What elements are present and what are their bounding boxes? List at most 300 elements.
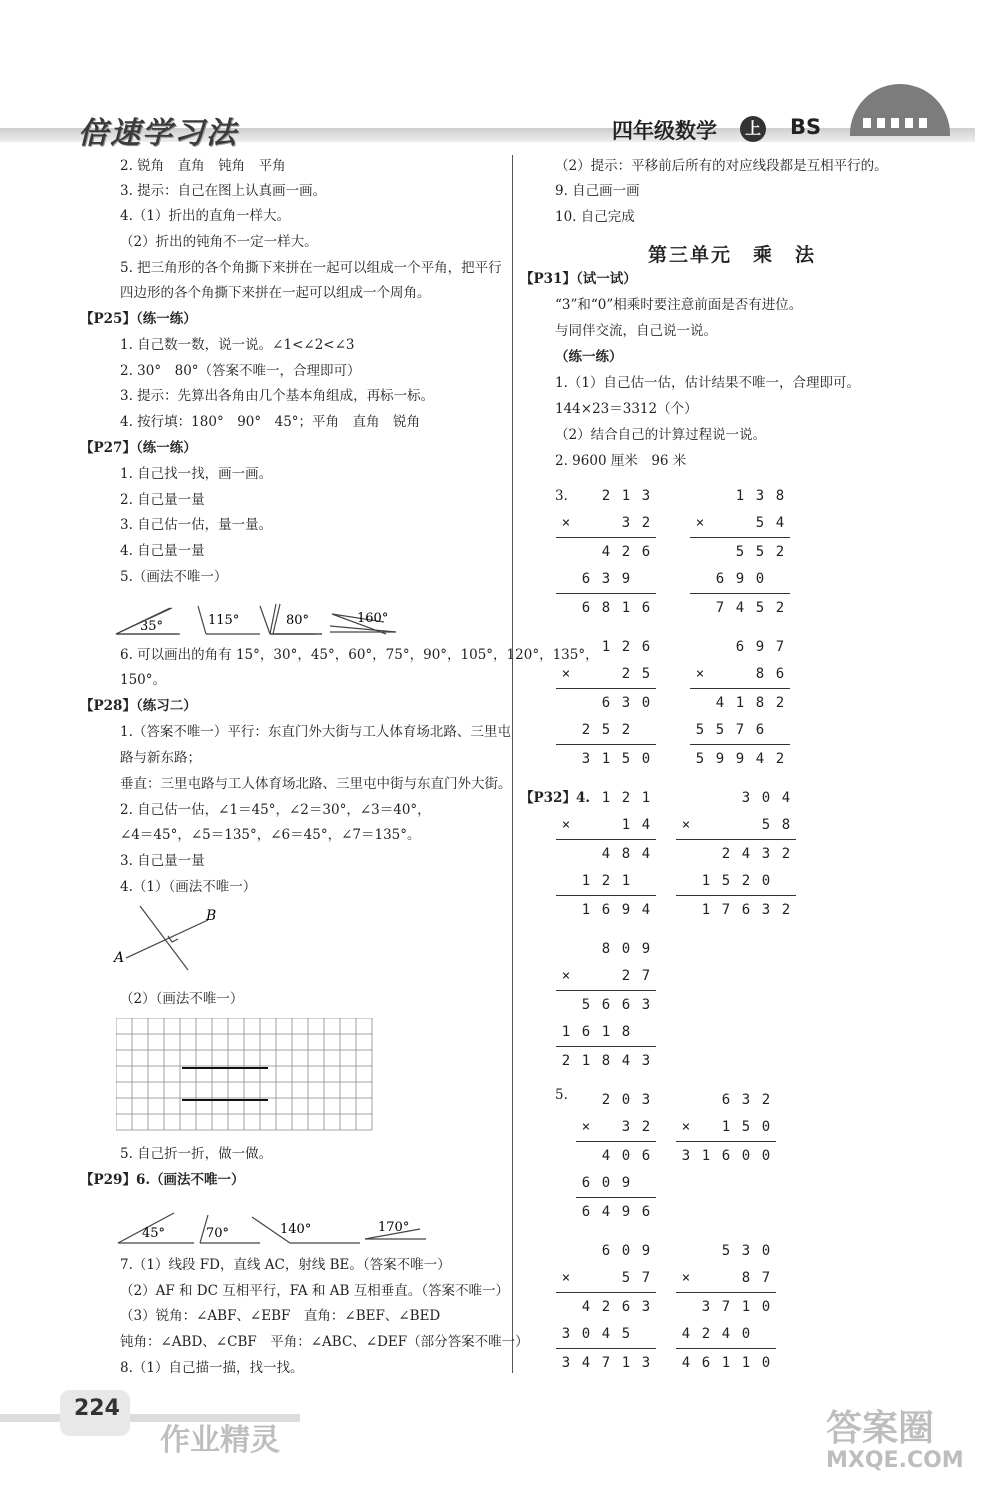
angle-label: 70° [206,1226,230,1241]
digit-cell: 5 [736,1114,756,1142]
digit-cell: 8 [776,812,796,840]
digit-cell [556,1293,576,1321]
digit-cell [596,510,616,538]
digit-cell: 0 [596,1170,616,1198]
digit-cell [710,482,730,510]
digit-cell: 9 [641,940,651,957]
digit-cell [596,963,616,991]
digit-cell: 7 [715,599,725,616]
digit-cell [710,510,730,538]
digit-cell: 6 [601,694,611,711]
column-divider [512,155,513,1373]
digit-cell [730,510,750,538]
digit-cell [690,633,710,661]
digit-cell [690,538,710,566]
digit-cell: 2 [761,1091,771,1108]
digit-cell: 2 [781,845,791,862]
digit-cell: 0 [641,694,651,711]
digit-cell: × [676,812,696,840]
digit-cell: 0 [576,1321,596,1349]
digit-cell: 8 [601,599,611,616]
digit-cell: 5 [616,1321,636,1349]
digit-cell: 1 [581,901,591,918]
digit-cell: 3 [761,845,771,862]
text-line: 与同伴交流，自己说一说。 [555,323,717,339]
digit-cell: 4 [641,845,651,862]
digit-cell: 3 [616,1114,636,1142]
digit-cell: 3 [596,566,616,594]
digit-cell [696,840,716,868]
digit-cell [576,689,596,717]
digit-cell: 2 [781,901,791,918]
digit-cell [696,784,716,812]
digit-cell: 9 [621,1203,631,1220]
text-line: 2. 锐角 直角 钝角 平角 [120,158,286,174]
text-line: 2. 30° 80°（答案不唯一，合理即可） [120,363,361,379]
digit-cell [636,566,656,594]
digit-cell: 4 [715,694,725,711]
digit-cell: 5 [581,996,591,1013]
vertical-multiplication [690,633,790,773]
text-line: 四边形的各个角撕下来拼在一起可以组成一个周角。 [120,285,431,301]
digit-cell [696,1114,716,1142]
text-line: 【P27】（练一练） [80,440,197,456]
digit-cell: 5 [755,599,765,616]
text-line: 3. 提示：自己在图上认真画一画。 [120,183,327,199]
digit-cell [676,784,696,812]
digit-cell: 6 [750,717,770,745]
digit-cell: 0 [750,566,770,594]
digit-cell [696,1237,716,1265]
digit-cell [696,1086,716,1114]
digit-cell: × [556,963,576,991]
digit-cell: 2 [616,661,636,689]
digit-cell: 1 [616,868,636,896]
digit-cell: 3 [616,510,636,538]
digit-cell: 9 [715,750,725,767]
digit-cell: 6 [721,1091,731,1108]
text-line: 2. 自己估一估，∠1＝45°，∠2＝30°，∠3＝40°， [120,802,431,818]
digit-cell: 5 [755,543,765,560]
text-line: （3）锐角：∠ABF、∠EBF 直角：∠BEF、∠BED [120,1308,441,1324]
digit-cell: 9 [755,638,765,655]
digit-cell: 0 [621,1147,631,1164]
text-line: “3”和“0”相乘时要注意前面是否有进位。 [555,297,803,313]
digit-cell [690,566,710,594]
digit-cell [756,1321,776,1349]
digit-cell: 9 [730,566,750,594]
text-line: 4.（1）折出的直角一样大。 [120,208,290,224]
digit-cell: 0 [761,789,771,806]
volume-badge: 上 [740,116,766,142]
digit-cell: 6 [601,1242,611,1259]
header-decoration-dots [863,118,933,128]
digit-cell: 7 [730,717,750,745]
digit-cell: 4 [641,901,651,918]
vertical-multiplication [556,1237,656,1377]
digit-cell [636,1019,656,1047]
text-line: （练一练） [555,349,623,365]
digit-cell [576,633,596,661]
digit-cell: 6 [641,1203,651,1220]
vertical-multiplication [576,1086,656,1226]
text-line: 4.（1）（画法不唯一） [120,879,257,895]
digit-cell [556,566,576,594]
digit-cell [636,717,656,745]
digit-cell [576,538,596,566]
text-line: 8.（1）自己描一描，找一找。 [120,1360,304,1376]
digit-cell [576,661,596,689]
digit-cell: 2 [636,510,656,538]
digit-cell: 6 [721,1147,731,1164]
digit-cell [676,1086,696,1114]
grid-figure [116,1018,378,1138]
point-label-a: A [114,950,125,966]
angle-label: 35° [140,619,164,634]
digit-cell [690,482,710,510]
grade-subject: 四年级数学 [612,119,717,143]
digit-cell [596,661,616,689]
vertical-multiplication [676,1237,776,1377]
digit-cell: 6 [641,638,651,655]
digit-cell [556,538,576,566]
digit-cell [556,594,576,622]
digit-cell: 1 [701,901,711,918]
digit-cell [636,868,656,896]
digit-cell: 9 [641,1242,651,1259]
digit-cell: 4 [741,845,751,862]
digit-cell [596,812,616,840]
digit-cell: 7 [721,901,731,918]
angle-lines-row-1 [110,600,400,640]
digit-cell: 5 [716,868,736,896]
digit-cell: 7 [775,638,785,655]
digit-cell: 6 [601,901,611,918]
digit-cell: 6 [741,901,751,918]
digit-cell: 0 [641,750,651,767]
digit-cell: 8 [750,661,770,689]
text-line: ∠4＝45°，∠5＝135°，∠6＝45°，∠7＝135°。 [120,827,421,843]
digit-cell: 2 [601,1091,611,1108]
digit-cell: 6 [621,1298,631,1315]
digit-cell: 3 [741,789,751,806]
text-line: 3. [555,488,568,504]
digit-cell: 6 [601,996,611,1013]
digit-cell: 7 [601,1354,611,1371]
text-line: （2）结合自己的计算过程说一说。 [555,427,767,443]
digit-cell: 3 [641,1354,651,1371]
text-line: 5. 把三角形的各个角撕下来拼在一起可以组成一个平角，把平行 [120,260,502,276]
text-line: （2）折出的钝角不一定一样大。 [120,234,318,250]
text-line: 2. 自己量一量 [120,492,205,508]
text-line: 2. 9600 厘米 96 米 [555,453,687,469]
digit-cell: 0 [756,1114,776,1142]
point-label-b: B [206,908,217,924]
text-line: 3. 提示：先算出各角由几个基本角组成，再标一标。 [120,388,435,404]
text-line: 【P25】（练一练） [80,311,197,327]
text-line: 【P28】（练习二） [80,698,197,714]
digit-cell [576,510,596,538]
digit-cell: 6 [576,566,596,594]
digit-cell: 4 [781,789,791,806]
digit-cell: 1 [621,599,631,616]
digit-cell [556,689,576,717]
edition-label: BS [790,115,822,139]
angle-label: 45° [142,1226,166,1241]
digit-cell [736,812,756,840]
digit-cell [556,991,576,1019]
digit-cell: 1 [616,812,636,840]
text-line: 10. 自己完成 [555,209,635,225]
text-line: 5.（画法不唯一） [120,569,228,585]
text-line: 1.（1）自己估一估，估计结果不唯一，合理即可。 [555,375,860,391]
digit-cell: 7 [721,1298,731,1315]
digit-cell: 1 [556,1019,576,1047]
digit-cell: 2 [621,638,631,655]
text-line: 144×23＝3312（个） [555,401,698,417]
digit-cell: 4 [716,1321,736,1349]
digit-cell: 3 [755,487,765,504]
digit-cell [676,896,696,924]
digit-cell: 6 [641,599,651,616]
digit-cell: 9 [621,901,631,918]
digit-cell [636,1170,656,1198]
digit-cell: 4 [601,845,611,862]
digit-cell: 4 [681,1354,691,1371]
digit-cell [576,1237,596,1265]
digit-cell: 1 [621,487,631,504]
angle-label: 160° [357,611,389,626]
digit-cell: 1 [716,1114,736,1142]
digit-cell: 6 [701,1354,711,1371]
digit-cell: 5 [621,750,631,767]
digit-cell [576,963,596,991]
digit-cell: 5 [710,717,730,745]
digit-cell: 2 [775,543,785,560]
digit-cell [710,661,730,689]
watermark: MXQE.COM [826,1448,964,1473]
digit-cell: × [676,1114,696,1142]
digit-cell [716,1265,736,1293]
digit-cell: × [556,1265,576,1293]
digit-cell [556,784,576,812]
digit-cell: 6 [576,1019,596,1047]
digit-cell: 5 [750,510,770,538]
digit-cell: 1 [576,868,596,896]
angle-figures-row-2 [110,1205,430,1250]
digit-cell: 5 [735,543,745,560]
angle-label: 140° [280,1222,312,1237]
digit-cell: 2 [636,1114,656,1142]
digit-cell: 2 [576,717,596,745]
digit-cell: × [556,510,576,538]
text-line: 钝角：∠ABD、∠CBF 平角：∠ABC、∠DEF（部分答案不唯一） [120,1334,529,1350]
digit-cell [576,840,596,868]
text-line: （2）提示：平移前后所有的对应线段都是互相平行的。 [555,158,888,174]
digit-cell: 3 [641,487,651,504]
digit-cell: 4 [735,599,745,616]
digit-cell: 4 [755,750,765,767]
digit-cell: 1 [641,789,651,806]
text-line: 垂直：三里屯路与工人体育场北路、三里屯中街与东直门外大街。 [120,776,512,792]
digit-cell: 6 [641,543,651,560]
digit-cell: 3 [741,1091,751,1108]
text-line: 6. 可以画出的角有 15°，30°，45°，60°，75°，90°，105°，120°，135°， [120,647,599,663]
digit-cell: 7 [636,1265,656,1293]
digit-cell: 5 [596,717,616,745]
digit-cell: 8 [775,487,785,504]
digit-cell [556,633,576,661]
digit-cell: 4 [636,812,656,840]
digit-cell: 2 [616,963,636,991]
digit-cell [710,538,730,566]
digit-cell: 5 [695,750,705,767]
digit-cell: 0 [621,1242,631,1259]
text-line: 9. 自己画一画 [555,183,640,199]
digit-cell [576,1142,596,1170]
digit-cell: 3 [681,1147,691,1164]
digit-cell: 0 [736,1321,756,1349]
digit-cell: × [676,1265,696,1293]
text-line: 【P31】（试一试） [520,271,637,287]
digit-cell [576,812,596,840]
digit-cell [576,1086,596,1114]
digit-cell: 9 [616,1170,636,1198]
digit-cell: 3 [641,1052,651,1069]
text-line: 5. [555,1087,568,1103]
digit-cell [690,594,710,622]
text-line: 7.（1）线段 FD，直线 AC，射线 BE。（答案不唯一） [120,1257,451,1273]
text-line: 1. 自己找一找，画一画。 [120,466,273,482]
digit-cell: 1 [601,750,611,767]
digit-cell: 2 [775,750,785,767]
text-line: 1. 自己数一数，说一说。∠1<∠2<∠3 [120,337,355,353]
digit-cell: 1 [596,1019,616,1047]
series-logo: 倍速学习法 [78,116,238,151]
digit-cell: 8 [755,694,765,711]
digit-cell: 1 [701,1147,711,1164]
digit-cell [676,840,696,868]
digit-cell: 2 [721,845,731,862]
digit-cell [770,717,790,745]
digit-cell: 6 [735,638,745,655]
digit-cell [556,840,576,868]
digit-cell: 8 [621,845,631,862]
digit-cell [696,812,716,840]
digit-cell: 2 [616,717,636,745]
digit-cell: 0 [621,1091,631,1108]
digit-cell: 8 [736,1265,756,1293]
digit-cell: 5 [756,812,776,840]
digit-cell: 0 [621,940,631,957]
text-line: 4. 按行填：180° 90° 45°；平角 直角 锐角 [120,414,421,430]
digit-cell: 6 [710,566,730,594]
digit-cell [716,812,736,840]
digit-cell: 3 [741,1242,751,1259]
text-line: （2）AF 和 DC 互相平行，FA 和 AB 互相垂直。（答案不唯一） [120,1283,509,1299]
vertical-multiplication [676,1086,776,1170]
digit-cell [556,896,576,924]
vertical-multiplication [676,784,796,924]
digit-cell: 3 [621,694,631,711]
digit-cell: × [556,661,576,689]
digit-cell: 7 [636,963,656,991]
digit-cell: 1 [601,789,611,806]
digit-cell [576,482,596,510]
vertical-multiplication [556,633,656,773]
digit-cell: 2 [621,543,631,560]
digit-cell: 1 [741,1298,751,1315]
digit-cell [556,935,576,963]
digit-cell: 3 [641,1298,651,1315]
digit-cell: × [690,661,710,689]
digit-cell: 1 [621,1354,631,1371]
digit-cell [556,868,576,896]
digit-cell: 2 [696,1321,716,1349]
digit-cell: 2 [736,868,756,896]
digit-cell: 5 [616,1265,636,1293]
text-line: 【P29】6.（画法不唯一） [80,1172,245,1188]
text-line: 1.（答案不唯一）平行：东直门外大街与工人体育场北路、三里屯 [120,724,511,740]
text-line: （2）（画法不唯一） [120,991,244,1007]
digit-cell: 6 [770,661,790,689]
page-number: 224 [74,1396,120,1421]
digit-cell: 3 [561,1354,571,1371]
digit-cell [730,661,750,689]
digit-cell: 3 [701,1298,711,1315]
digit-cell [556,745,576,773]
digit-cell [716,784,736,812]
digit-cell [776,868,796,896]
watermark: 作业精灵 [160,1423,280,1458]
digit-cell: 6 [621,996,631,1013]
digit-cell [596,1114,616,1142]
digit-cell: 3 [641,996,651,1013]
digit-cell: 0 [761,1354,771,1371]
perpendicular-figure [110,900,230,980]
digit-cell: 5 [721,1242,731,1259]
digit-cell: 8 [601,940,611,957]
digit-cell: 3 [641,1091,651,1108]
text-line: 5. 自己折一折，做一做。 [120,1146,273,1162]
digit-cell: 6 [581,1203,591,1220]
digit-cell: 2 [561,1052,571,1069]
digit-cell: 8 [601,1052,611,1069]
watermark: 答案圈 [826,1408,935,1449]
digit-cell: 3 [556,1321,576,1349]
digit-cell [556,1237,576,1265]
digit-cell [576,1265,596,1293]
digit-cell: 1 [696,868,716,896]
digit-cell: 2 [601,487,611,504]
header-decoration [850,84,950,136]
digit-cell [676,868,696,896]
digit-cell: 0 [756,868,776,896]
digit-cell [556,482,576,510]
angle-label: 115° [208,613,240,628]
digit-cell: × [556,812,576,840]
digit-cell: 4 [601,1147,611,1164]
digit-cell: 0 [761,1147,771,1164]
digit-cell: 1 [721,1354,731,1371]
digit-cell: 1 [741,1354,751,1371]
digit-cell: 1 [735,487,745,504]
text-line: 3. 自己量一量 [120,853,205,869]
text-line: 【P32】4. [520,790,591,806]
digit-cell: 7 [756,1265,776,1293]
text-line: 4. 自己量一量 [120,543,205,559]
unit-title: 第三单元 乘 法 [648,244,817,266]
